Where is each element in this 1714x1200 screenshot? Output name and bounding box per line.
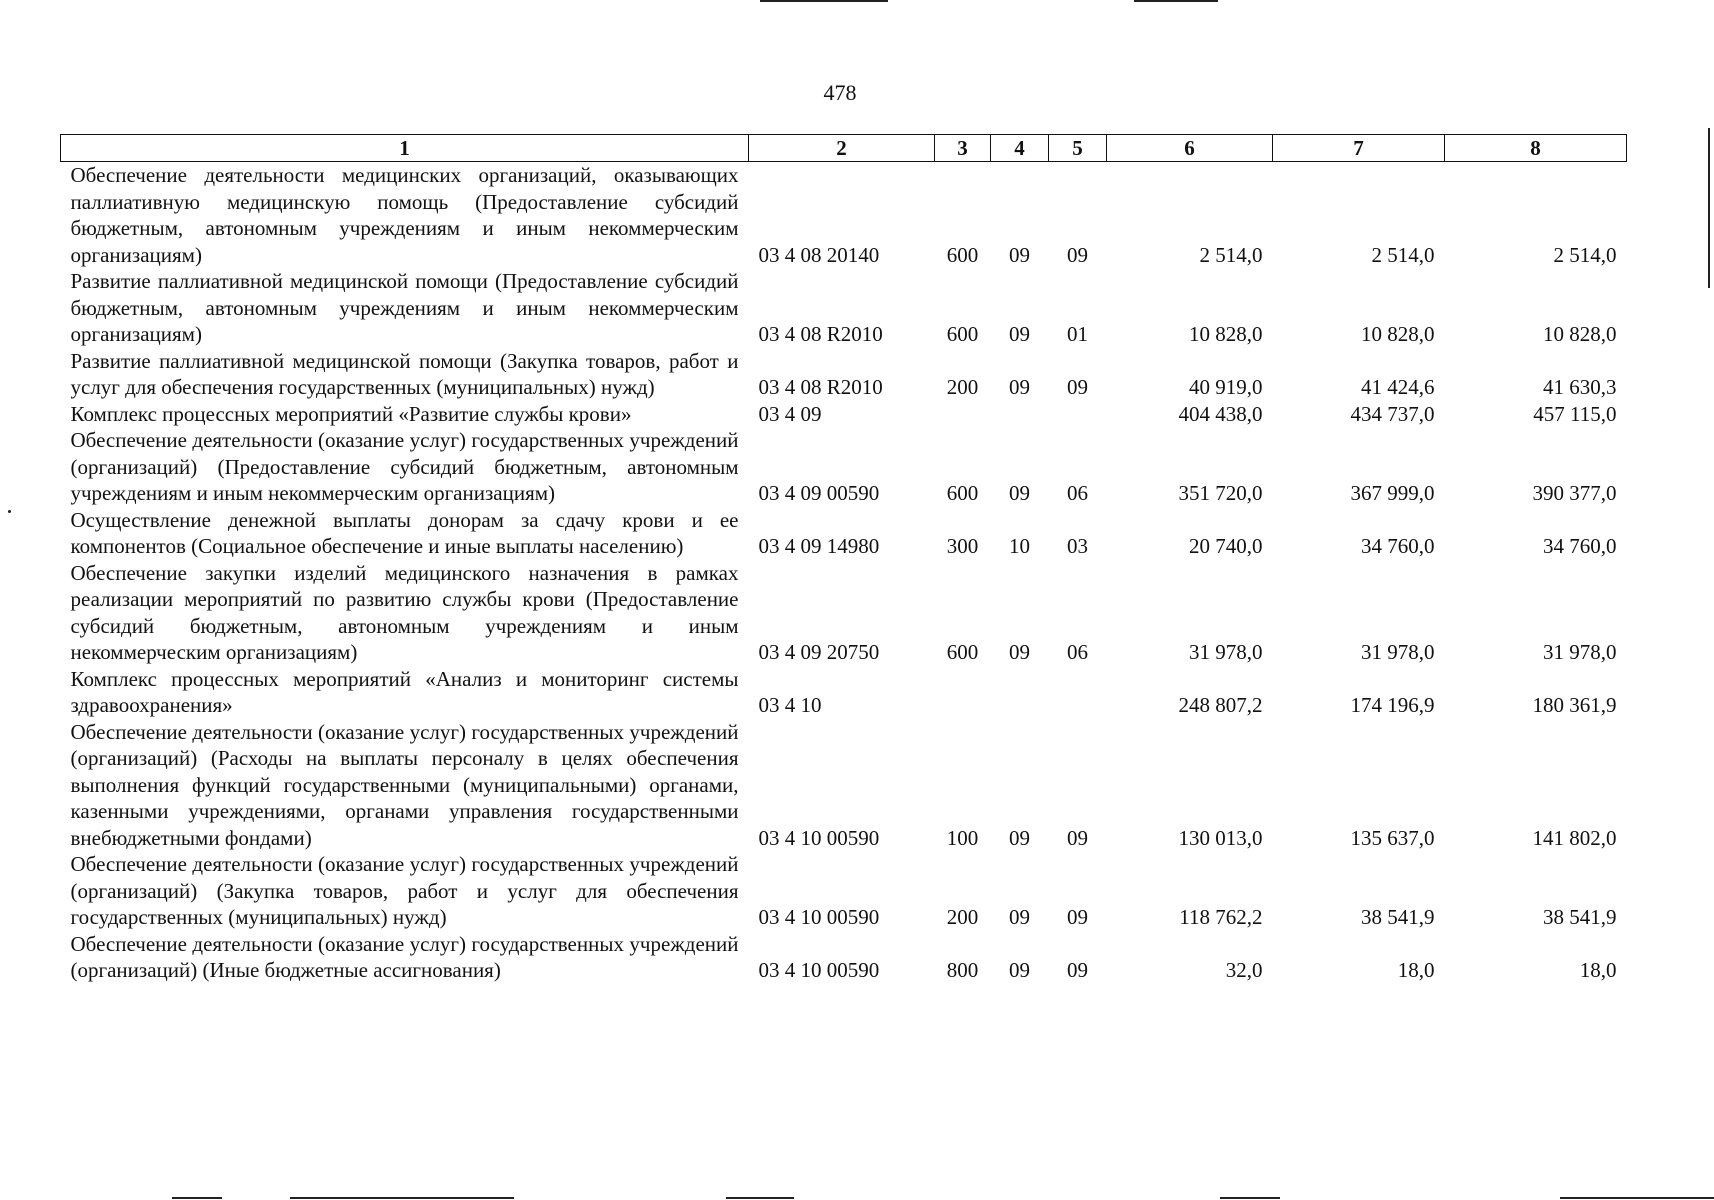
- row-subsection: 09: [1067, 242, 1088, 267]
- row-amount-3: 18,0: [1579, 958, 1617, 982]
- row-amount-1: 32,0: [1225, 958, 1263, 982]
- row-name: Осуществление денежной выплаты донорам за сдачу крови и ее компонентов (Социальное обеспечение и иные выплаты населению): [70, 507, 739, 558]
- row-amount-2: 2 514,0: [1371, 242, 1435, 267]
- row-section: [991, 401, 1049, 428]
- row-name: Обеспечение деятельности медицинских организаций, оказывающих паллиативную медицинскую помощь (Предоставление субсидий бюджетным, автономным учреждениям и иным некоммерческим организациям): [70, 163, 739, 267]
- col-header-2: 2: [749, 135, 935, 162]
- scan-line-bottom-3: [726, 1197, 794, 1199]
- row-amount-3: 390 377,0: [1532, 481, 1617, 505]
- row-code: 03 4 10 00590: [758, 958, 880, 982]
- row-expense-type: 100: [946, 825, 979, 850]
- row-subsection: 09: [1067, 905, 1088, 929]
- table-row: [61, 719, 1627, 852]
- row-amount-3: 38 541,9: [1543, 905, 1617, 929]
- col-header-3: 3: [935, 135, 991, 162]
- table-header: [61, 135, 1627, 162]
- col-header-4: 4: [991, 135, 1049, 162]
- row-code: 03 4 09: [758, 401, 822, 426]
- row-subsection: 03: [1067, 534, 1088, 558]
- row-expense-type: 600: [946, 322, 979, 346]
- row-amount-2: 367 999,0: [1350, 481, 1435, 505]
- row-subsection: 09: [1067, 375, 1088, 399]
- row-section: 09: [1009, 242, 1030, 267]
- row-code: 03 4 09 00590: [758, 481, 880, 505]
- scan-dot: [8, 510, 11, 513]
- row-amount-3: 41 630,3: [1543, 375, 1617, 399]
- row-section: 09: [1009, 825, 1030, 850]
- row-name: Комплекс процессных мероприятий «Развитие службы крови»: [70, 401, 632, 426]
- row-section: 09: [1009, 481, 1030, 505]
- row-code: 03 4 10: [758, 693, 822, 717]
- row-subsection: 06: [1067, 640, 1088, 664]
- scan-line-bottom-1: [172, 1197, 222, 1199]
- scan-line-top-2: [1134, 0, 1218, 2]
- table-row: [61, 507, 1627, 560]
- table-row: [61, 560, 1627, 666]
- row-expense-type: 800: [946, 958, 979, 982]
- table-row: [61, 851, 1627, 931]
- row-amount-1: 2 514,0: [1199, 242, 1263, 267]
- table-body: [61, 162, 1627, 984]
- scan-line-top-1: [760, 0, 888, 2]
- row-amount-1: 40 919,0: [1189, 375, 1263, 399]
- row-amount-2: 135 637,0: [1350, 825, 1435, 850]
- scan-line-bottom-5: [1560, 1197, 1714, 1199]
- row-section: 09: [1009, 958, 1030, 982]
- row-amount-3: 180 361,9: [1532, 693, 1617, 717]
- row-amount-1: 10 828,0: [1189, 322, 1263, 346]
- row-amount-2: 174 196,9: [1350, 693, 1435, 717]
- table-row: [61, 268, 1627, 348]
- row-subsection: 06: [1067, 481, 1088, 505]
- table-row: [61, 666, 1627, 719]
- budget-table: [60, 134, 1627, 984]
- row-expense-type: 600: [946, 481, 979, 505]
- row-amount-1: 118 762,2: [1179, 905, 1263, 929]
- row-amount-2: 31 978,0: [1361, 640, 1435, 664]
- row-amount-1: 248 807,2: [1178, 693, 1263, 717]
- scan-line-bottom-2: [290, 1197, 514, 1199]
- row-amount-2: 10 828,0: [1361, 322, 1435, 346]
- row-section: [991, 666, 1049, 719]
- row-section: 09: [1009, 640, 1030, 664]
- row-subsection: 09: [1067, 958, 1088, 982]
- row-amount-1: 20 740,0: [1189, 534, 1263, 558]
- row-name: Развитие паллиативной медицинской помощи (Закупка товаров, работ и услуг для обеспечения государственных (муниципальных) нужд): [70, 348, 739, 399]
- col-header-6: 6: [1107, 135, 1273, 162]
- row-expense-type: 200: [946, 375, 979, 399]
- row-amount-3: 141 802,0: [1532, 825, 1617, 850]
- table-row: [61, 401, 1627, 428]
- row-amount-3: 34 760,0: [1543, 534, 1617, 558]
- col-header-5: 5: [1049, 135, 1107, 162]
- row-amount-3: 10 828,0: [1543, 322, 1617, 346]
- row-amount-2: 434 737,0: [1350, 401, 1435, 426]
- row-code: 03 4 10 00590: [758, 905, 880, 929]
- col-header-1: 1: [61, 135, 749, 162]
- row-name: Обеспечение деятельности (оказание услуг) государственных учреждений (организаций) (Иные бюджетные ассигнования): [70, 931, 739, 982]
- row-amount-3: 2 514,0: [1553, 242, 1617, 267]
- row-name: Обеспечение деятельности (оказание услуг) государственных учреждений (организаций) (Предоставление субсидий бюджетным, автономным учреждениям и иным некоммерческим организациям): [70, 428, 739, 505]
- row-subsection: [1049, 401, 1107, 428]
- row-code: 03 4 09 14980: [758, 534, 880, 558]
- table-row: [61, 427, 1627, 507]
- row-code: 03 4 10 00590: [758, 825, 880, 850]
- table-row: [61, 348, 1627, 401]
- header-row: [61, 135, 1627, 162]
- row-name: Комплекс процессных мероприятий «Анализ и мониторинг системы здравоохранения»: [70, 666, 739, 717]
- row-amount-1: 351 720,0: [1178, 481, 1263, 505]
- row-name: Развитие паллиативной медицинской помощи (Предоставление субсидий бюджетным, автономным учреждениям и иным некоммерческим организациям): [70, 269, 739, 346]
- table-row: [61, 931, 1627, 984]
- row-code: 03 4 08 R2010: [758, 322, 883, 346]
- row-amount-2: 34 760,0: [1361, 534, 1435, 558]
- row-subsection: [1049, 666, 1107, 719]
- row-expense-type: 600: [946, 640, 979, 664]
- row-amount-3: 31 978,0: [1543, 640, 1617, 664]
- row-name: Обеспечение деятельности (оказание услуг) государственных учреждений (организаций) (Расходы на выплаты персоналу в целях обеспечения выполнения функций государственными (муниципальными) органами, казенными учреждениями, органами управления государственными внебюджетными фондами): [70, 719, 739, 850]
- row-section: 10: [1009, 534, 1030, 558]
- row-code: 03 4 08 20140: [758, 242, 880, 267]
- row-name: Обеспечение деятельности (оказание услуг) государственных учреждений (организаций) (Закупка товаров, работ и услуг для обеспечения государственных (муниципальных) нужд): [70, 852, 739, 929]
- row-name: Обеспечение закупки изделий медицинского назначения в рамках реализации мероприятий по развитию службы крови (Предоставление субсидий бюджетным, автономным учреждениям и иным некоммерческим организациям): [70, 560, 739, 664]
- row-expense-type: [935, 401, 991, 428]
- page-number: 478: [823, 80, 857, 105]
- row-amount-3: 457 115,0: [1533, 401, 1617, 426]
- row-amount-2: 18,0: [1397, 958, 1435, 982]
- row-expense-type: 200: [946, 905, 979, 929]
- table-row: [61, 162, 1627, 269]
- row-section: 09: [1009, 322, 1030, 346]
- row-amount-1: 130 013,0: [1178, 825, 1263, 850]
- scan-line-bottom-4: [1220, 1197, 1280, 1199]
- row-expense-type: [935, 666, 991, 719]
- row-code: 03 4 08 R2010: [758, 375, 883, 399]
- row-expense-type: 600: [946, 242, 979, 267]
- row-expense-type: 300: [946, 534, 979, 558]
- row-amount-2: 38 541,9: [1361, 905, 1435, 929]
- col-header-8: 8: [1445, 135, 1627, 162]
- scan-edge-mark: [1708, 128, 1710, 288]
- row-amount-1: 404 438,0: [1178, 401, 1263, 426]
- col-header-7: 7: [1273, 135, 1445, 162]
- row-section: 09: [1009, 375, 1030, 399]
- row-section: 09: [1009, 905, 1030, 929]
- row-subsection: 01: [1067, 322, 1088, 346]
- row-amount-1: 31 978,0: [1189, 640, 1263, 664]
- row-amount-2: 41 424,6: [1361, 375, 1435, 399]
- row-subsection: 09: [1067, 825, 1088, 850]
- row-code: 03 4 09 20750: [758, 640, 880, 664]
